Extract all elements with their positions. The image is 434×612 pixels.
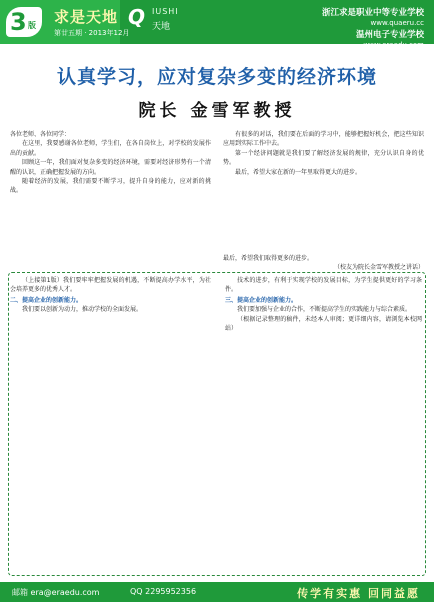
notes-column-right [225, 276, 422, 570]
notes-column-left [10, 276, 211, 570]
school-url[interactable]: www.quaeru.cc [370, 19, 424, 27]
article-column-right [223, 130, 424, 254]
paragraph: 随着经济的发展，我们需要不断学习，提升自身的能力，应对新的挑战。 [10, 178, 211, 195]
paragraph: 我们要以创新为动力，推动学校的全面发展。 [22, 306, 143, 314]
closing-note: （校友为院长金雪军教授之讲话） [333, 264, 424, 271]
page-suffix: 版 [28, 21, 36, 30]
closing-line: 最后，希望我们取得更多的进步。 [223, 255, 314, 262]
page-bottom [0, 602, 434, 612]
paragraph: （根据记录整理的稿件，未经本人审阅；更详细内容，请浏览本校网站） [225, 315, 422, 333]
page-badge [6, 7, 42, 37]
article-byline: 院长 金雪军教授 [138, 101, 296, 121]
paragraph: 回顾这一年，我们面对复杂多变的经济环境，需要对经济形势有一个清醒的认识，正确把握发展的方向。 [10, 159, 211, 176]
subheading: 二、提高企业的创新能力。 [10, 296, 83, 304]
school-url-2[interactable]: www.eraedu.com [363, 41, 424, 49]
footer-bar [0, 582, 434, 602]
paragraph: 第一个经济问题就是我们要了解经济发展的规律，充分认识自身的优势。 [223, 149, 424, 167]
paragraph: 技术的进步，有利于实现学校的发展目标，为学生提供更好的学习条件。 [225, 277, 422, 294]
paragraph: 在这里，我要感谢各位老师，学生们，在各自岗位上，对学校的发展作出的贡献。 [10, 140, 211, 157]
article-column-left [10, 130, 211, 254]
footer-qq: QQ 2295952356 [130, 587, 197, 596]
section-short: 天地 [152, 22, 171, 32]
header-bar [0, 0, 434, 49]
footer-slogan: 传学有实惠 回同益愿 [297, 587, 420, 600]
paragraph: 最后，希望大家在新的一年里取得更大的进步。 [235, 168, 362, 176]
page-number: 3 [10, 8, 27, 36]
school-name: 浙江求是职业中等专业学校 [321, 8, 424, 18]
school-name-2: 温州电子专业学校 [355, 30, 424, 40]
article-closing [223, 254, 424, 272]
paragraph: 有很多的对话，我们要在后面的学习中，能够把握好机会，把这些知识应用到实际工作中去。 [223, 131, 424, 148]
footer-email[interactable]: 邮箱 era@eraedu.com [12, 588, 100, 597]
section-pinyin: IUSHI [152, 7, 179, 16]
subheading: 三、提高企业的创新能力。 [225, 296, 298, 304]
paragraph: 我们要加强与企业的合作，不断提高学生的实践能力与综合素质。 [237, 306, 412, 314]
section-title: 求是天地 [54, 8, 119, 26]
article-title: 认真学习，应对复杂多变的经济环境 [56, 66, 377, 88]
paragraph: （上接第1版）我们要牢牢把握发展的机遇，不断提高办学水平，为社会培养更多的优秀人才。 [10, 277, 211, 294]
greeting: 各位老师、各位同学： [10, 131, 71, 138]
issue-info: 第廿五期 · 2013年12月 [54, 29, 130, 37]
q-mark: Q [128, 5, 146, 29]
school-info [322, 6, 424, 49]
